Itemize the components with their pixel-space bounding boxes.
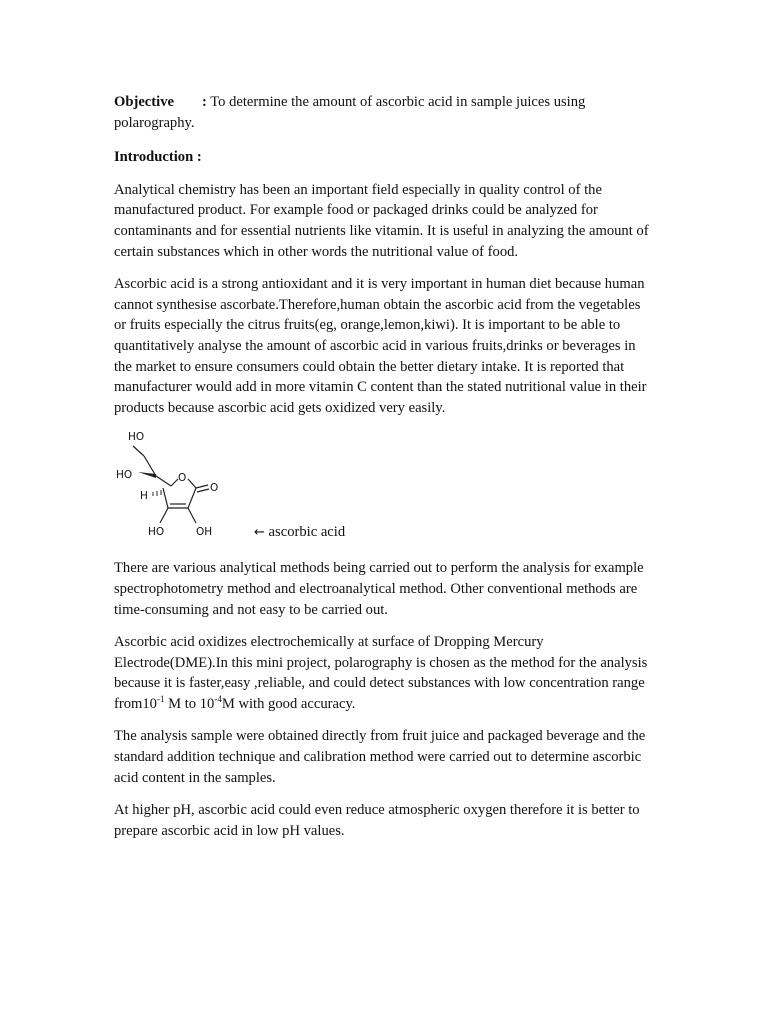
bond-c3-c4: [163, 488, 168, 508]
paragraph-4: [114, 632, 654, 714]
atom-ho-left: HO: [116, 469, 133, 482]
atom-oh-bottom: OH: [196, 526, 213, 539]
paragraph-4-text-c: M with good accuracy.: [221, 695, 356, 712]
bond-carbonyl-double: [197, 489, 209, 492]
exponent-1: -1: [156, 694, 165, 705]
left-arrow-icon: ←: [254, 525, 265, 541]
bond-c4-o1: [171, 479, 178, 486]
bond-o1-c1: [188, 479, 196, 488]
introduction-heading: Introduction :: [114, 149, 202, 166]
figure-caption: [254, 522, 345, 544]
exponent-2: -4: [214, 694, 222, 705]
bond-carbonyl: [196, 485, 208, 488]
ascorbic-acid-figure: [114, 428, 654, 546]
objective-text: To determine the amount of ascorbic acid in sample juices using polarography.: [114, 94, 586, 131]
objective-line: [114, 92, 654, 133]
document-page: [114, 92, 654, 841]
paragraph-2: Ascorbic acid is a strong antioxidant and it is very important in human diet because human cannot synthesise ascorbate.Therefore,human obtain the ascorbic acid from the vegetables or fruits especially the citrus fruits(eg, orange,lemon,kiwi). It is important to be able to quantitatively analyse the amount of ascorbic acid in various fruits,drinks or beverages in the market to ensure consumers could obtain the better dietary intake. It is reported that manufacturer would add in more vitamin C content than the stated nutritional value in their products because ascorbic acid gets oxidized very easily.: [114, 276, 647, 416]
atom-carbonyl-o: O: [210, 482, 219, 495]
bond-c1-c2: [188, 488, 196, 508]
ascorbic-acid-structure: [116, 428, 226, 546]
caption-text: ascorbic acid: [264, 524, 346, 541]
bond-c3-oh: [160, 508, 168, 523]
paragraph-6: At higher pH, ascorbic acid could even reduce atmospheric oxygen therefore it is better to prepare ascorbic acid in low pH values.: [114, 802, 640, 839]
atom-ring-o: O: [178, 472, 187, 485]
paragraph-1: Analytical chemistry has been an important field especially in quality control of the manufactured product. For example food or packaged drinks could be analyzed for contaminants and for essential nutrients like vitamin. It is useful in analyzing the amount of certain substances which in other words the nutritional value of food.: [114, 181, 649, 260]
objective-colon: :: [202, 94, 207, 110]
atom-h: H: [140, 490, 148, 503]
paragraph-5: The analysis sample were obtained directly from fruit juice and packaged beverage and the standard addition technique and calibration method were carried out to determine ascorbic acid content in the samples.: [114, 728, 646, 786]
bond-c2-oh: [188, 508, 196, 523]
objective-label: Objective: [114, 94, 174, 110]
atom-ho-top: HO: [128, 431, 145, 444]
bond-ch2-o: [133, 446, 144, 456]
paragraph-3: There are various analytical methods being carried out to perform the analysis for example spectrophotometry method and electroanalytical method. Other conventional methods are time-consuming and not easy to be carried out.: [114, 560, 644, 618]
wedge-bond: [138, 472, 156, 478]
paragraph-4-text-b: M to 10: [164, 695, 215, 712]
atom-ho-bottom: HO: [148, 526, 165, 539]
paragraph-4-text-a: Ascorbic acid oxidizes electrochemically at surface of Dropping Mercury Electrode(DME).In this mini project, polarography is chosen as the method for the analysis because it is faster,easy ,reliable, and could detect substances with low concentration range from10: [114, 634, 648, 712]
bond-c5-c4: [156, 476, 171, 486]
